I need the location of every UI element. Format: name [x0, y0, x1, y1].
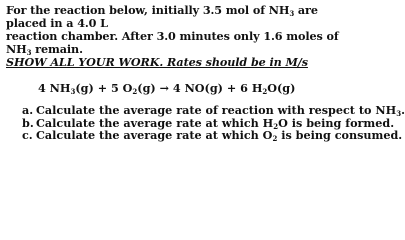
problem-line-1-text-b: are placed in a 4.0 L [6, 3, 318, 30]
problem-statement [6, 4, 344, 69]
subscript: 2 [273, 121, 279, 131]
question-text: Calculate the average rate at which H [36, 115, 274, 130]
problem-line-2-text-a: reaction chamber. After 3.0 minutes only 1.6 moles of NH [6, 29, 339, 56]
question-text-tail: O is being formed. [278, 115, 395, 130]
product-h2o [240, 81, 295, 95]
product-h2o-text: 6 H [240, 81, 263, 95]
subscript: 2 [272, 134, 278, 143]
product-no: 4 NO(g) [172, 81, 223, 95]
problem-line-2-text-b: remain. [31, 42, 83, 56]
product-h2o-tail: O(g) [267, 81, 296, 95]
reactant-nh3 [38, 81, 94, 95]
instruction-text: SHOW ALL YOUR WORK. Rates should be in M/s [6, 55, 308, 69]
reactant-o2 [111, 81, 156, 95]
question-letter: b. [22, 115, 34, 130]
reactant-o2-state: (g) [137, 81, 156, 95]
subscript: 3 [289, 9, 295, 18]
subscript: 3 [26, 48, 32, 57]
reaction-arrow: → [159, 81, 169, 95]
question-text-tail: . [401, 103, 405, 117]
subscript: 3 [70, 87, 76, 96]
reactant-nh3-text: 4 NH [38, 81, 71, 95]
question-text-tail: is being consumed. [277, 128, 403, 142]
plus-sign: + [97, 81, 108, 95]
subscript: 3 [396, 109, 402, 118]
question-item [22, 128, 403, 143]
chemical-equation [6, 81, 344, 95]
question-letter: c. [22, 128, 33, 142]
question-text: Calculate the average rate of reaction with respect to NH [36, 103, 397, 117]
problem-line-1 [6, 3, 318, 30]
plus-sign: + [226, 81, 237, 95]
reactant-o2-text: 5 O [110, 81, 133, 95]
problem-line-2 [6, 29, 339, 56]
subscript: 2 [262, 87, 268, 96]
problem-line-1-text-a: For the reaction below, initially 3.5 mol of NH [6, 3, 290, 17]
question-letter: a. [22, 103, 34, 117]
question-list [6, 103, 405, 143]
subscript: 2 [132, 87, 138, 96]
question-text: Calculate the average rate at which O [36, 128, 273, 142]
reactant-nh3-state: (g) [75, 81, 94, 95]
